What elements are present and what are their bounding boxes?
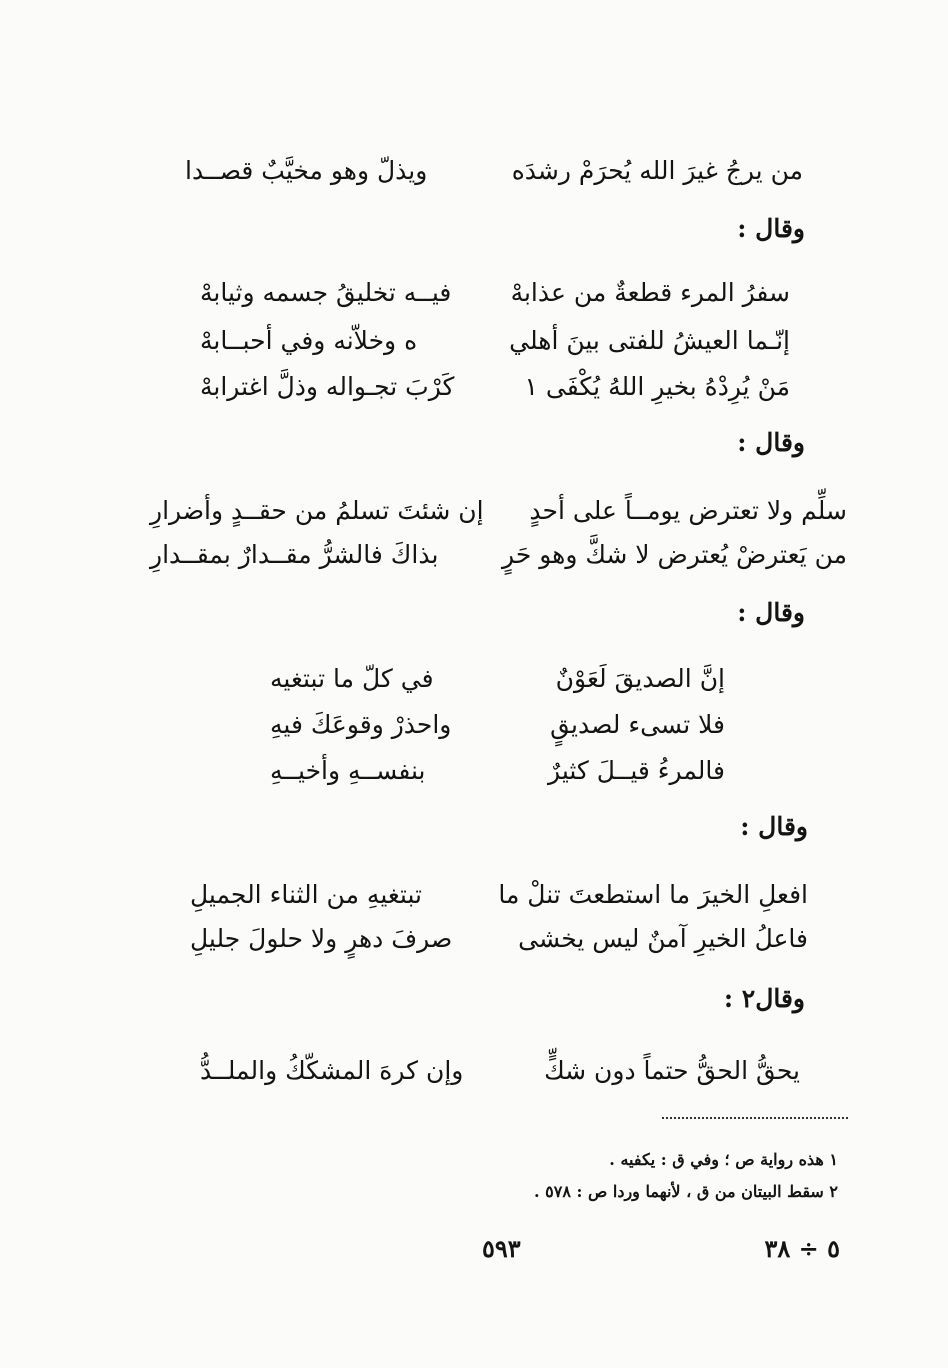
verse-9-second-hemistich: بنفســهِ وأخيــهِ [270, 756, 426, 785]
verse-5-first-hemistich: سلِّم ولا تعترض يومــاً على أحدٍ [529, 496, 847, 525]
verse-1-second-hemistich: ويذلّ وهو مخيَّبٌ قصــدا [185, 156, 428, 185]
section-heading-5: وقال٢ : [723, 984, 805, 1013]
verse-1-first-hemistich: من يرجُ غيرَ الله يُحرَمْ رشدَه [511, 156, 803, 185]
verse-1 [185, 148, 803, 194]
verse-4 [200, 364, 790, 410]
verse-6 [150, 532, 847, 578]
verse-8 [270, 702, 725, 748]
verse-2-first-hemistich: سفرُ المرء قطعةٌ من عذابهْ [510, 278, 790, 307]
section-heading-2: وقال : [737, 428, 805, 457]
verse-5 [150, 488, 847, 534]
verse-3 [200, 318, 790, 364]
verse-12-first-hemistich: يحقُّ الحقُّ حتماً دون شكٍّ [544, 1056, 800, 1085]
section-heading-1: وقال : [737, 214, 805, 243]
footnote-2: ٢ سقط البيتان من ق ، لأنهما وردا ص : ٥٧٨ . [533, 1182, 838, 1201]
verse-10 [190, 872, 808, 918]
verse-9-first-hemistich: فالمرءُ قيــلَ كثيرٌ [548, 756, 725, 785]
footnote-divider [662, 1117, 848, 1119]
footnote-1: ١ هذه رواية ص ؛ وفي ق : يكفيه . [609, 1150, 838, 1169]
verse-7 [270, 656, 725, 702]
verse-8-first-hemistich: فلا تسىء لصديقٍ [550, 710, 725, 739]
verse-6-second-hemistich: بذاكَ فالشرُّ مقــدارٌ بمقــدارِ [150, 540, 439, 569]
verse-7-second-hemistich: في كلّ ما تبتغيه [270, 664, 434, 693]
verse-3-first-hemistich: إنّـما العيشُ للفتى بينَ أهلي [509, 326, 790, 355]
verse-10-first-hemistich: افعلِ الخيرَ ما استطعتَ تنلْ ما [498, 880, 808, 909]
verse-2-second-hemistich: فيــه تخليقُ جسمه وثيابهْ [200, 278, 452, 307]
verse-11 [190, 916, 808, 962]
verse-5-second-hemistich: إن شئتَ تسلمُ من حقــدٍ وأضرارِ [150, 496, 484, 525]
verse-6-first-hemistich: من يَعترضْ يُعترض لا شكَّ وهو حَرٍ [502, 540, 847, 569]
verse-2 [200, 270, 790, 316]
verse-4-first-hemistich: مَنْ يُرِدْهُ بخيرِ اللهُ يُكْفَى ١ [524, 372, 790, 401]
verse-3-second-hemistich: ه وخلاّنه وفي أحبــابهْ [200, 326, 418, 355]
verse-11-first-hemistich: فاعلُ الخيرِ آمنٌ ليس يخشى [518, 924, 808, 953]
section-heading-3: وقال : [737, 598, 805, 627]
verse-12-second-hemistich: وإن كرهَ المشكّكُ والملــدُّ [200, 1056, 464, 1085]
verse-4-second-hemistich: كَرْبَ تجـواله وذلَّ اغترابهْ [200, 372, 455, 401]
verse-8-second-hemistich: واحذرْ وقوعَكَ فيهِ [270, 710, 452, 739]
verse-12 [200, 1048, 800, 1094]
section-heading-4: وقال : [740, 812, 808, 841]
verse-9 [270, 748, 725, 794]
signature-mark: ٥ ÷ ٣٨ [764, 1234, 840, 1263]
page-number: ٥٩٣ [482, 1234, 521, 1263]
verse-11-second-hemistich: صرفَ دهرٍ ولا حلولَ جليلِ [190, 924, 453, 953]
verse-7-first-hemistich: إنَّ الصديقَ لَعَوْنٌ [555, 664, 725, 693]
verse-10-second-hemistich: تبتغيهِ من الثناء الجميلِ [190, 880, 422, 909]
